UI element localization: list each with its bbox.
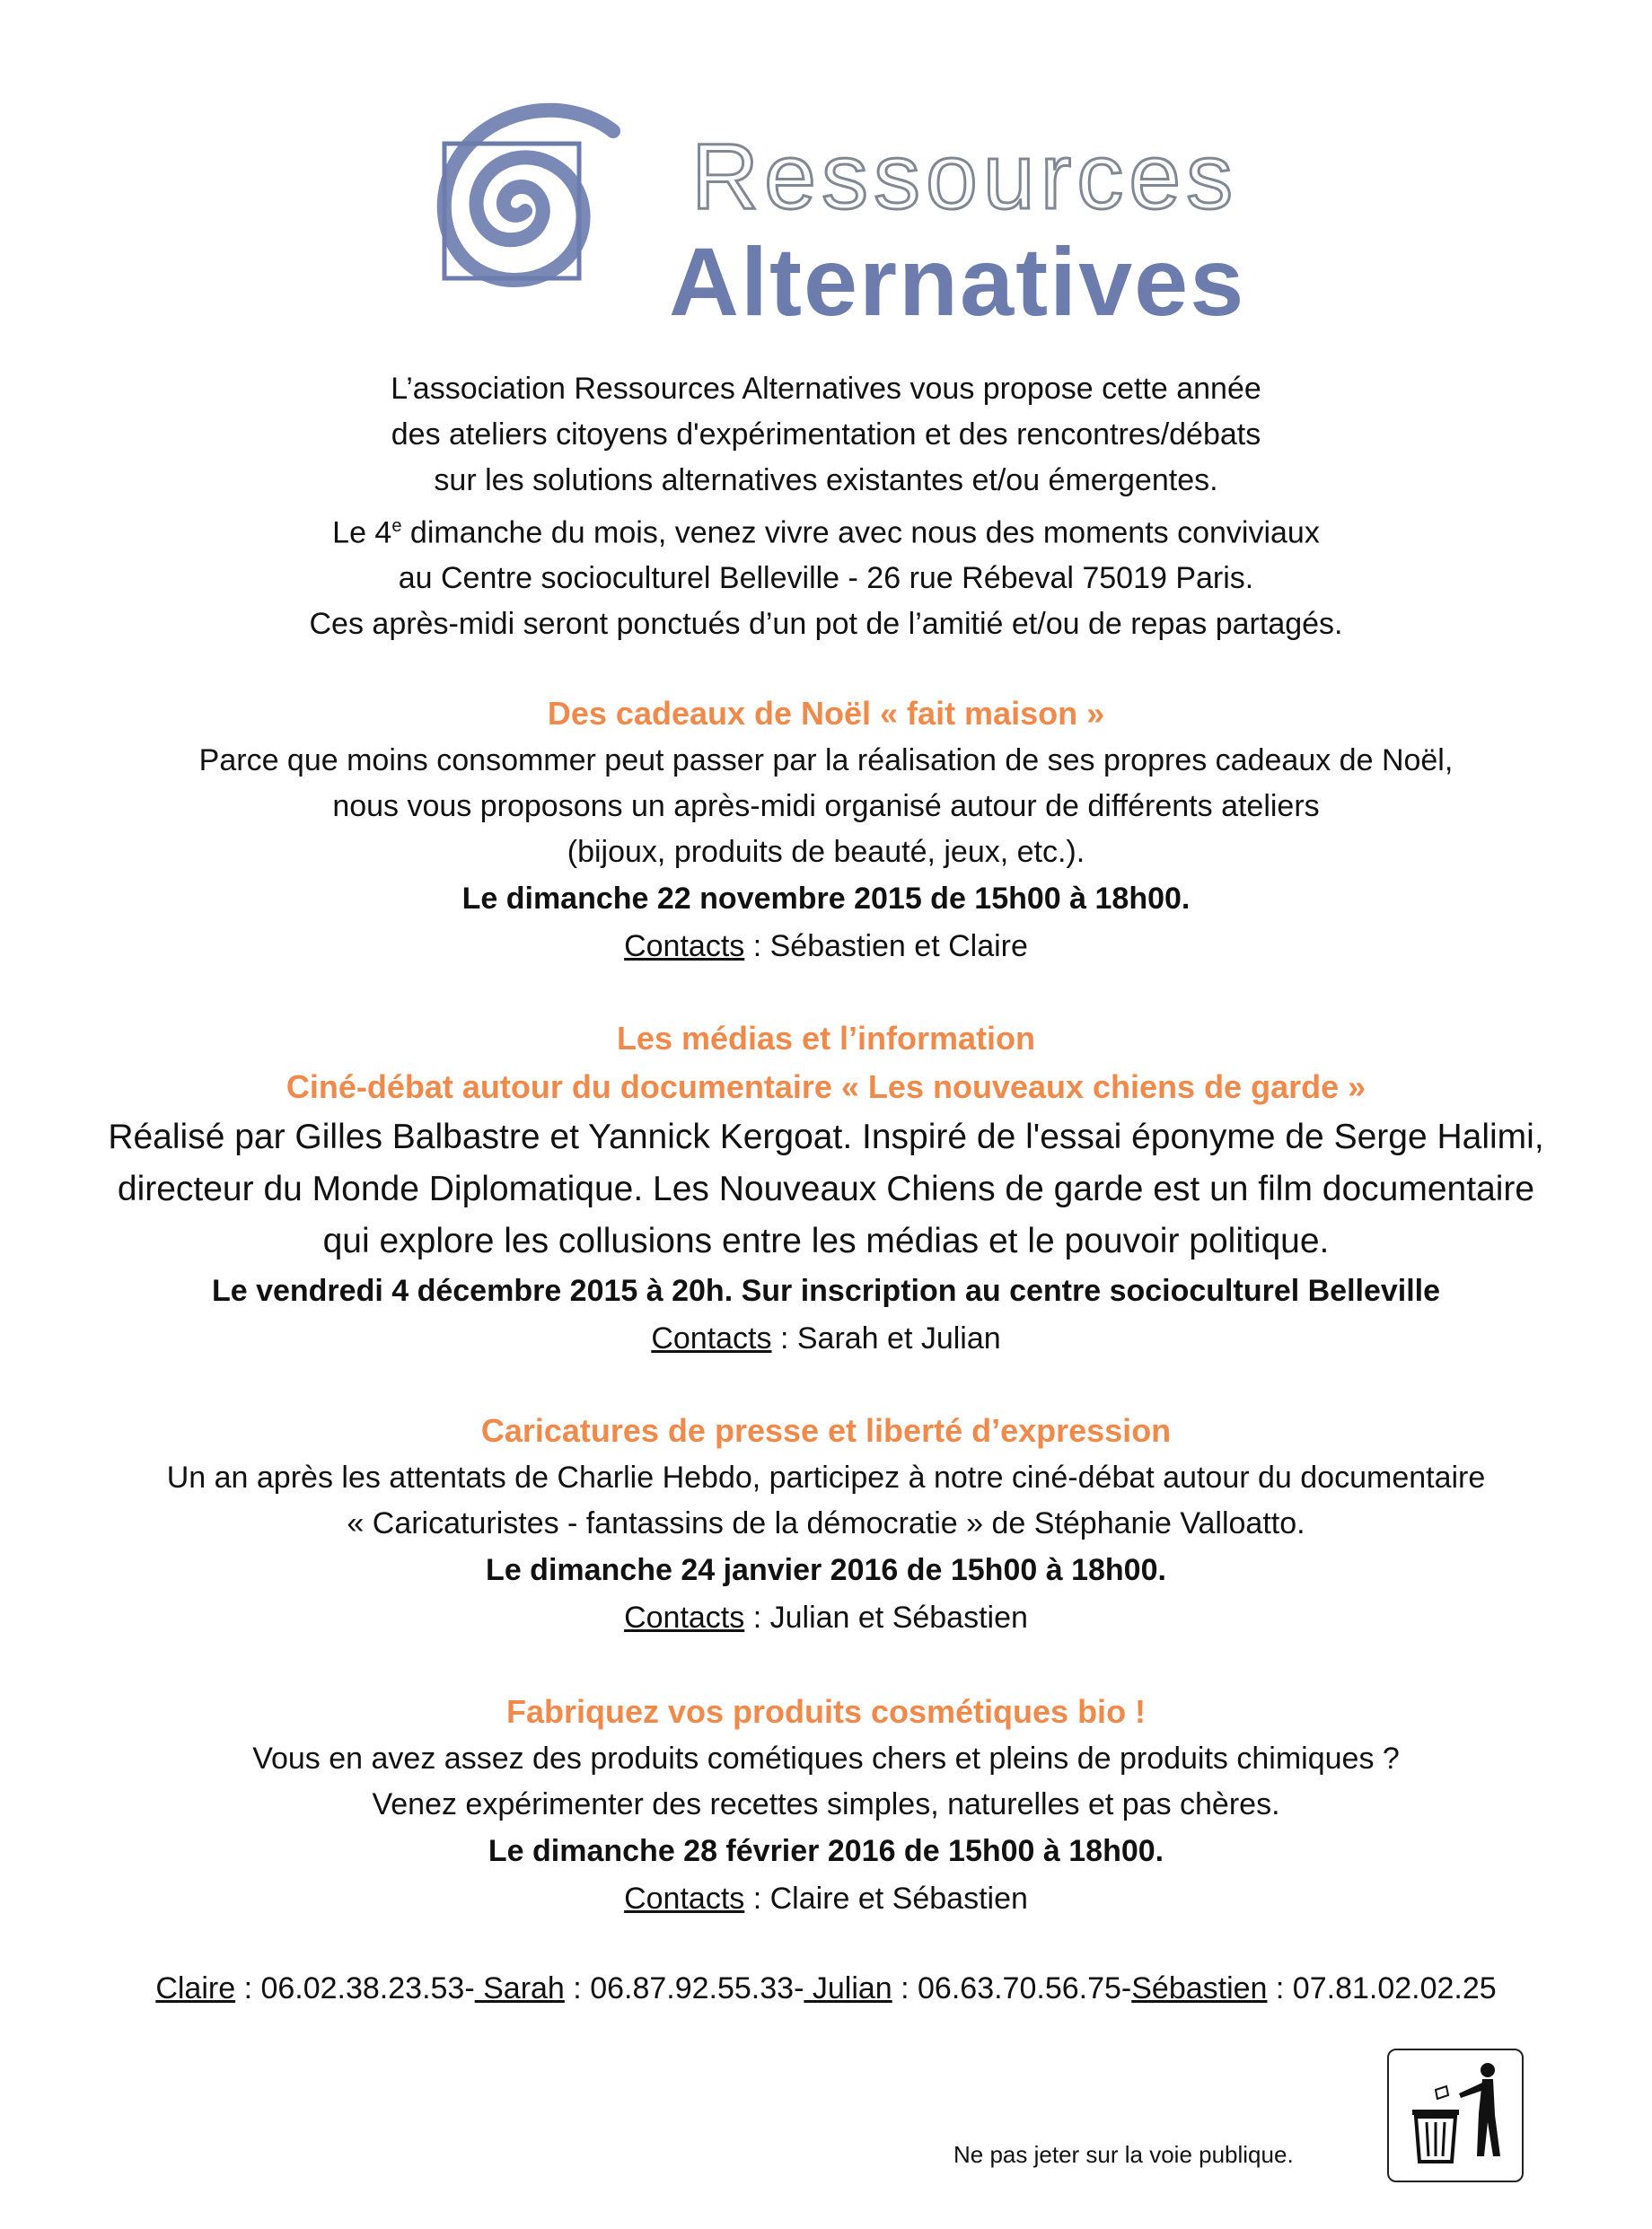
intro-line [0, 504, 1652, 556]
contacts-value: : Sarah et Julian [771, 1321, 1001, 1356]
footer-note: Ne pas jeter sur la voie publique. [953, 2141, 1294, 2168]
event-title: Des cadeaux de Noël « fait maison » [547, 695, 1105, 732]
trash-bin-icon [1387, 2049, 1524, 2182]
contact-phone-sarah: : 06.87.92.55.33- [564, 1971, 804, 2005]
contact-phone-sebastien: : 07.81.02.02.25 [1267, 1971, 1497, 2005]
contacts-value: : Claire et Sébastien [744, 1882, 1028, 1916]
event-noel [0, 689, 1652, 970]
event-cosmetiques [0, 1688, 1652, 1922]
event-contacts [0, 923, 1652, 970]
event-description-line: Réalisé par Gilles Balbastre et Yannick Kergoat. Inspiré de l'essai éponyme de Serge Halimi, [108, 1118, 1544, 1156]
contacts-label: Contacts [624, 1601, 745, 1635]
contacts-value: : Julian et Sébastien [744, 1601, 1028, 1635]
contacts-label: Contacts [624, 1882, 745, 1916]
event-description-line: « Caricaturistes - fantassins de la démocratie » de Stéphanie Valloatto. [347, 1506, 1305, 1540]
event-description-line: (bijoux, produits de beauté, jeux, etc.). [567, 835, 1085, 869]
intro-line4-post: dimanche du mois, venez vivre avec nous des moments conviviaux [401, 515, 1320, 550]
event-contacts [0, 1315, 1652, 1362]
event-description-line: Parce que moins consommer peut passer par la réalisation de ses propres cadeaux de Noël, [198, 743, 1454, 777]
contact-name-julian: Julian [804, 1971, 892, 2005]
event-date: Le dimanche 28 février 2016 de 15h00 à 18h00. [488, 1834, 1164, 1868]
contacts-value: : Sébastien et Claire [744, 929, 1028, 963]
intro-line: sur les solutions alternatives existantes et/ou émergentes. [434, 463, 1218, 497]
event-title: Les médias et l’information [616, 1020, 1036, 1057]
event-description-line: qui explore les collusions entre les médias et le pouvoir politique. [322, 1222, 1330, 1260]
event-date: Le dimanche 22 novembre 2015 de 15h00 à 18h00. [461, 882, 1191, 916]
event-medias [0, 1014, 1652, 1362]
event-description-line: Vous en avez assez des produits cométiques chers et pleins de produits chimiques ? [252, 1742, 1400, 1776]
event-description-line: nous vous proposons un après-midi organisé autour de différents ateliers [332, 789, 1320, 823]
contacts-label: Contacts [624, 929, 745, 963]
intro-line: L’association Ressources Alternatives vous propose cette année [391, 372, 1261, 406]
contact-name-sebastien: Sébastien [1131, 1971, 1268, 2005]
contact-phone-julian: : 06.63.70.56.75- [892, 1971, 1132, 2005]
logo-wordmark-ressources: Ressources [691, 125, 1239, 229]
event-caricatures [0, 1407, 1652, 1641]
logo-wordmark-alternatives: Alternatives [669, 227, 1246, 336]
intro-paragraph [0, 366, 1652, 647]
event-contacts [0, 1875, 1652, 1922]
intro-line4-pre: Le 4 [332, 515, 392, 550]
event-description-line: Venez expérimenter des recettes simples, naturelles et pas chères. [372, 1787, 1280, 1821]
event-date: Le vendredi 4 décembre 2015 à 20h. Sur inscription au centre socioculturel Belleville [211, 1274, 1441, 1308]
intro-line4-sup: e [391, 516, 402, 536]
contact-name-sarah: Sarah [474, 1971, 565, 2005]
contacts-label: Contacts [651, 1321, 772, 1356]
contact-phone-list [0, 1966, 1652, 2011]
event-date: Le dimanche 24 janvier 2016 de 15h00 à 18h00. [486, 1553, 1166, 1587]
contact-name-claire: Claire [155, 1971, 236, 2005]
contact-phone-claire: : 06.02.38.23.53- [235, 1971, 475, 2005]
intro-line: au Centre socioculturel Belleville - 26 rue Rébeval 75019 Paris. [398, 561, 1254, 596]
spiral-logo-icon [409, 63, 669, 323]
event-title: Caricatures de presse et liberté d’expression [480, 1412, 1172, 1449]
event-description-line: Un an après les attentats de Charlie Hebdo, participez à notre ciné-débat autour du documentaire [166, 1461, 1486, 1495]
event-description-line: directeur du Monde Diplomatique. Les Nouveaux Chiens de garde est un film documentaire [117, 1170, 1535, 1208]
event-title: Fabriquez vos produits cosmétiques bio ! [505, 1693, 1147, 1730]
logo [0, 54, 1652, 336]
event-subtitle: Ciné-débat autour du documentaire « Les nouveaux chiens de garde » [286, 1068, 1366, 1105]
intro-line: Ces après-midi seront ponctués d’un pot de l’amitié et/ou de repas partagés. [309, 607, 1343, 642]
intro-line: des ateliers citoyens d'expérimentation et des rencontres/débats [391, 417, 1261, 452]
event-contacts [0, 1594, 1652, 1641]
